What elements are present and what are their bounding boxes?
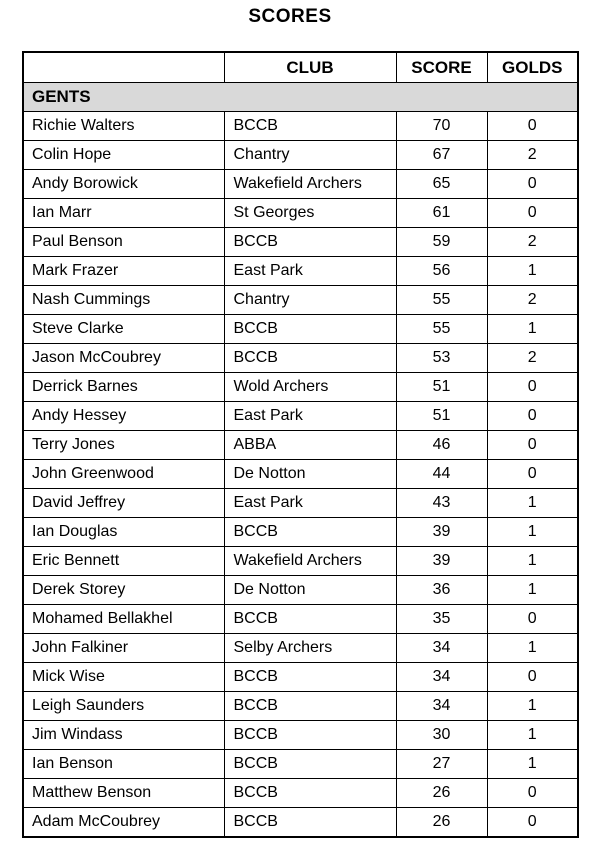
table-row	[23, 228, 578, 257]
header-row	[23, 52, 578, 83]
club-cell: ABBA	[224, 431, 396, 460]
score-cell: 34	[396, 663, 487, 692]
score-cell: 53	[396, 344, 487, 373]
score-cell: 26	[396, 779, 487, 808]
golds-cell: 1	[487, 750, 578, 779]
golds-cell: 0	[487, 402, 578, 431]
table-row	[23, 721, 578, 750]
score-cell: 30	[396, 721, 487, 750]
page-title: SCORES	[248, 6, 332, 27]
golds-cell: 1	[487, 257, 578, 286]
table-row	[23, 315, 578, 344]
table-row	[23, 576, 578, 605]
name-cell: Derek Storey	[23, 576, 224, 605]
golds-cell: 0	[487, 663, 578, 692]
table-row	[23, 489, 578, 518]
golds-cell: 1	[487, 634, 578, 663]
score-cell: 26	[396, 808, 487, 838]
table-row	[23, 402, 578, 431]
name-cell: Terry Jones	[23, 431, 224, 460]
name-cell: Steve Clarke	[23, 315, 224, 344]
club-cell: East Park	[224, 489, 396, 518]
name-cell: Mark Frazer	[23, 257, 224, 286]
scores-table	[22, 51, 579, 838]
score-cell: 44	[396, 460, 487, 489]
score-cell: 34	[396, 692, 487, 721]
golds-cell: 1	[487, 576, 578, 605]
score-cell: 51	[396, 402, 487, 431]
club-cell: St Georges	[224, 199, 396, 228]
club-cell: BCCB	[224, 315, 396, 344]
golds-cell: 1	[487, 692, 578, 721]
golds-cell: 0	[487, 199, 578, 228]
golds-cell: 1	[487, 547, 578, 576]
club-cell: BCCB	[224, 663, 396, 692]
name-cell: Eric Bennett	[23, 547, 224, 576]
name-cell: Jason McCoubrey	[23, 344, 224, 373]
score-cell: 27	[396, 750, 487, 779]
club-cell: BCCB	[224, 808, 396, 838]
club-cell: BCCB	[224, 692, 396, 721]
golds-cell: 0	[487, 373, 578, 402]
golds-cell: 1	[487, 721, 578, 750]
golds-cell: 0	[487, 808, 578, 838]
name-cell: John Falkiner	[23, 634, 224, 663]
name-cell: David Jeffrey	[23, 489, 224, 518]
club-cell: BCCB	[224, 721, 396, 750]
header-score: SCORE	[396, 52, 487, 83]
table-row	[23, 808, 578, 838]
table-row	[23, 257, 578, 286]
golds-cell: 0	[487, 112, 578, 141]
golds-cell: 2	[487, 344, 578, 373]
table-row	[23, 460, 578, 489]
table-row	[23, 199, 578, 228]
name-cell: Ian Marr	[23, 199, 224, 228]
golds-cell: 0	[487, 605, 578, 634]
table-row	[23, 750, 578, 779]
name-cell: John Greenwood	[23, 460, 224, 489]
club-cell: Selby Archers	[224, 634, 396, 663]
table-row	[23, 286, 578, 315]
club-cell: De Notton	[224, 576, 396, 605]
score-cell: 56	[396, 257, 487, 286]
golds-cell: 0	[487, 170, 578, 199]
table-row	[23, 779, 578, 808]
section-row-gents	[23, 83, 578, 112]
club-cell: BCCB	[224, 779, 396, 808]
name-cell: Andy Hessey	[23, 402, 224, 431]
table-row	[23, 547, 578, 576]
club-cell: BCCB	[224, 228, 396, 257]
name-cell: Paul Benson	[23, 228, 224, 257]
score-cell: 46	[396, 431, 487, 460]
score-cell: 61	[396, 199, 487, 228]
score-cell: 65	[396, 170, 487, 199]
name-cell: Nash Cummings	[23, 286, 224, 315]
score-cell: 39	[396, 518, 487, 547]
score-cell: 36	[396, 576, 487, 605]
club-cell: BCCB	[224, 605, 396, 634]
golds-cell: 1	[487, 518, 578, 547]
table-row	[23, 170, 578, 199]
score-cell: 35	[396, 605, 487, 634]
score-cell: 34	[396, 634, 487, 663]
name-cell: Matthew Benson	[23, 779, 224, 808]
score-cell: 55	[396, 315, 487, 344]
club-cell: Chantry	[224, 286, 396, 315]
name-cell: Andy Borowick	[23, 170, 224, 199]
table-row	[23, 634, 578, 663]
golds-cell: 0	[487, 431, 578, 460]
score-cell: 59	[396, 228, 487, 257]
section-label: GENTS	[23, 83, 578, 112]
club-cell: Chantry	[224, 141, 396, 170]
golds-cell: 1	[487, 489, 578, 518]
golds-cell: 2	[487, 286, 578, 315]
name-cell: Jim Windass	[23, 721, 224, 750]
table-row	[23, 141, 578, 170]
score-cell: 70	[396, 112, 487, 141]
golds-cell: 0	[487, 779, 578, 808]
club-cell: Wakefield Archers	[224, 547, 396, 576]
name-cell: Mick Wise	[23, 663, 224, 692]
name-cell: Ian Benson	[23, 750, 224, 779]
golds-cell: 0	[487, 460, 578, 489]
score-cell: 51	[396, 373, 487, 402]
name-cell: Derrick Barnes	[23, 373, 224, 402]
table-row	[23, 112, 578, 141]
score-cell: 55	[396, 286, 487, 315]
header-golds: GOLDS	[487, 52, 578, 83]
club-cell: BCCB	[224, 518, 396, 547]
club-cell: BCCB	[224, 344, 396, 373]
header-club: CLUB	[224, 52, 396, 83]
name-cell: Mohamed Bellakhel	[23, 605, 224, 634]
name-cell: Colin Hope	[23, 141, 224, 170]
table-row	[23, 373, 578, 402]
golds-cell: 1	[487, 315, 578, 344]
table-row	[23, 692, 578, 721]
club-cell: East Park	[224, 402, 396, 431]
table-row	[23, 431, 578, 460]
name-cell: Richie Walters	[23, 112, 224, 141]
club-cell: BCCB	[224, 750, 396, 779]
name-cell: Leigh Saunders	[23, 692, 224, 721]
table-row	[23, 344, 578, 373]
score-cell: 67	[396, 141, 487, 170]
name-cell: Adam McCoubrey	[23, 808, 224, 838]
table-row	[23, 518, 578, 547]
name-cell: Ian Douglas	[23, 518, 224, 547]
table-row	[23, 663, 578, 692]
score-cell: 39	[396, 547, 487, 576]
score-cell: 43	[396, 489, 487, 518]
golds-cell: 2	[487, 228, 578, 257]
header-name	[23, 52, 224, 83]
golds-cell: 2	[487, 141, 578, 170]
club-cell: De Notton	[224, 460, 396, 489]
table-row	[23, 605, 578, 634]
club-cell: Wakefield Archers	[224, 170, 396, 199]
club-cell: Wold Archers	[224, 373, 396, 402]
club-cell: East Park	[224, 257, 396, 286]
club-cell: BCCB	[224, 112, 396, 141]
